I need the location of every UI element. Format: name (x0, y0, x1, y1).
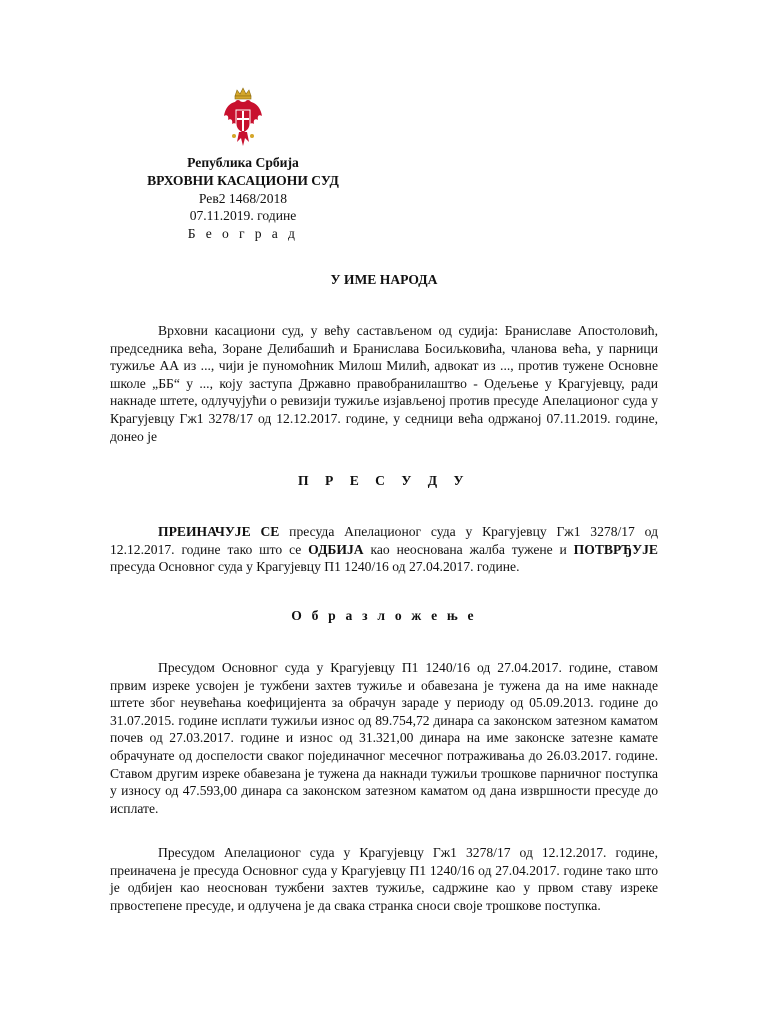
verdict-text-part3: пресуда Основног суда у Крагујевцу П1 1240/16 од 27.04.2017. године. (110, 559, 520, 575)
reasoning-title: О б р а з л о ж е њ е (291, 608, 477, 623)
verdict-bold-rejects: ОДБИЈА (308, 541, 364, 557)
verdict-title: П Р Е С У Д У (298, 473, 470, 488)
verdict-text-part2: као неоснована жалба тужене и (363, 541, 574, 557)
in-name-of-people-title: У ИМЕ НАРОДА (330, 272, 438, 287)
country-name: Република Србија (187, 155, 299, 170)
serbian-coat-of-arms-icon (222, 86, 264, 152)
verdict-bold-modifies: ПРЕИНАЧУЈЕ СЕ (158, 524, 280, 539)
court-header (130, 154, 356, 243)
reasoning-paragraph-1: Пресудом Основног суда у Крагујевцу П1 1240/16 од 27.04.2017. године, ставом првим изреке усвојен је тужбени захтев тужиље и обавезана је тужена да на име накнаде штете због неувећања коефицијента за обрачун зараде у периоду од 05.09.2013. године до 31.07.2015. године исплати тужиљи износ од 89.754,72 динара са законском затезном каматом почев од 27.03.2017. године и износ од 31.321,00 динара на име законске затезне камате обрачунате од доспелости сваког појединачног месечног потраживања до 26.03.2017. године. Ставом другим изреке обавезана је тужена да накнади тужиљи трошкове парничног поступка у износу од 47.593,00 динара са законском затезном каматом од дана извршности пресуде до исплате. (110, 660, 658, 816)
court-name: ВРХОВНИ КАСАЦИОНИ СУД (147, 172, 339, 188)
reasoning-paragraph-2: Пресудом Апелационог суда у Крагујевцу Гж1 3278/17 од 12.12.2017. године, преиначена је пресуда Основног суда у Крагујевцу П1 1240/16 од 27.04.2017. године тако што је одбијен као неоснован тужбени захтев тужиље, садржине као у првом ставу изреке првостепене пресуде, и одлучена је да свака странка сноси своје трошкове поступка. (110, 845, 658, 913)
decision-date: 07.11.2019. године (189, 208, 297, 224)
city-name: Б е о г р а д (187, 226, 299, 242)
verdict-paragraph (110, 523, 658, 576)
case-number: Рев2 1468/2018 (198, 190, 288, 206)
intro-paragraph: Врховни касациони суд, у већу састављеном од судија: Браниславе Апостоловић, председника већа, Зоране Делибашић и Бранислава Босиљковића, чланова већа, у парници тужиље АА из ..., чији је пуномоћник Милош Милић, адвокат из ..., против тужене Основне школе „ББ“ у ..., коју заступа Државно правобранилаштво - Одељење у Крагујевцу, ради накнаде штете, одлучујући о ревизији тужиље изјављеној против пресуде Апелационог суда у Крагујевцу Гж1 3278/17 од 12.12.2017. године, у седници већа одржаној 07.11.2019. године, донео је (110, 323, 658, 444)
verdict-bold-confirms: ПОТВРЂУЈЕ (573, 541, 658, 557)
verdict-text-part1: пресуда Апелационог суда у Крагујевцу Гж1 3278/17 од 12.12.2017. године тако што се (110, 524, 658, 557)
